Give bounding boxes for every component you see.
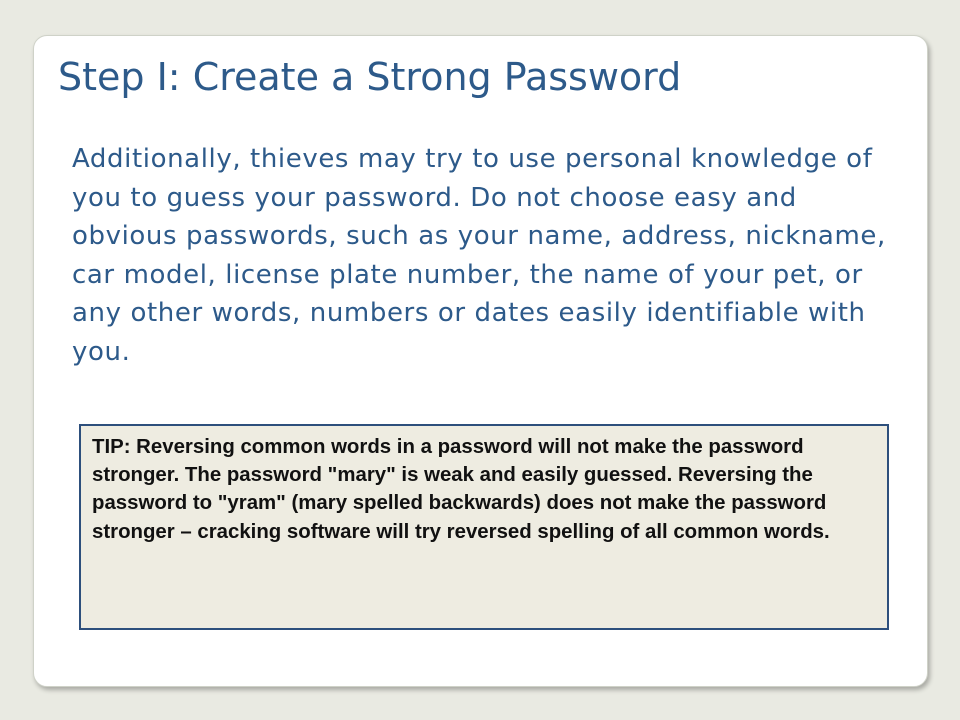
body-paragraph: Additionally, thieves may try to use personal knowledge of you to guess your password. Do not choose easy and obvious passwords, such as your name, address, nickname, car model, license plate number, the name of your pet, or any other words, numbers or dates easily identifiable with you.: [72, 144, 886, 367]
tip-text: TIP: Reversing common words in a password will not make the password stronger. The password "mary" is weak and easily guessed. Reversing the password to "yram" (mary spelled backwards) does not make the password stronger – cracking software will try reversed spelling of all common words.: [92, 436, 830, 543]
tip-box: [79, 424, 889, 630]
slide-title: Step I: Create a Strong Password: [58, 55, 682, 99]
